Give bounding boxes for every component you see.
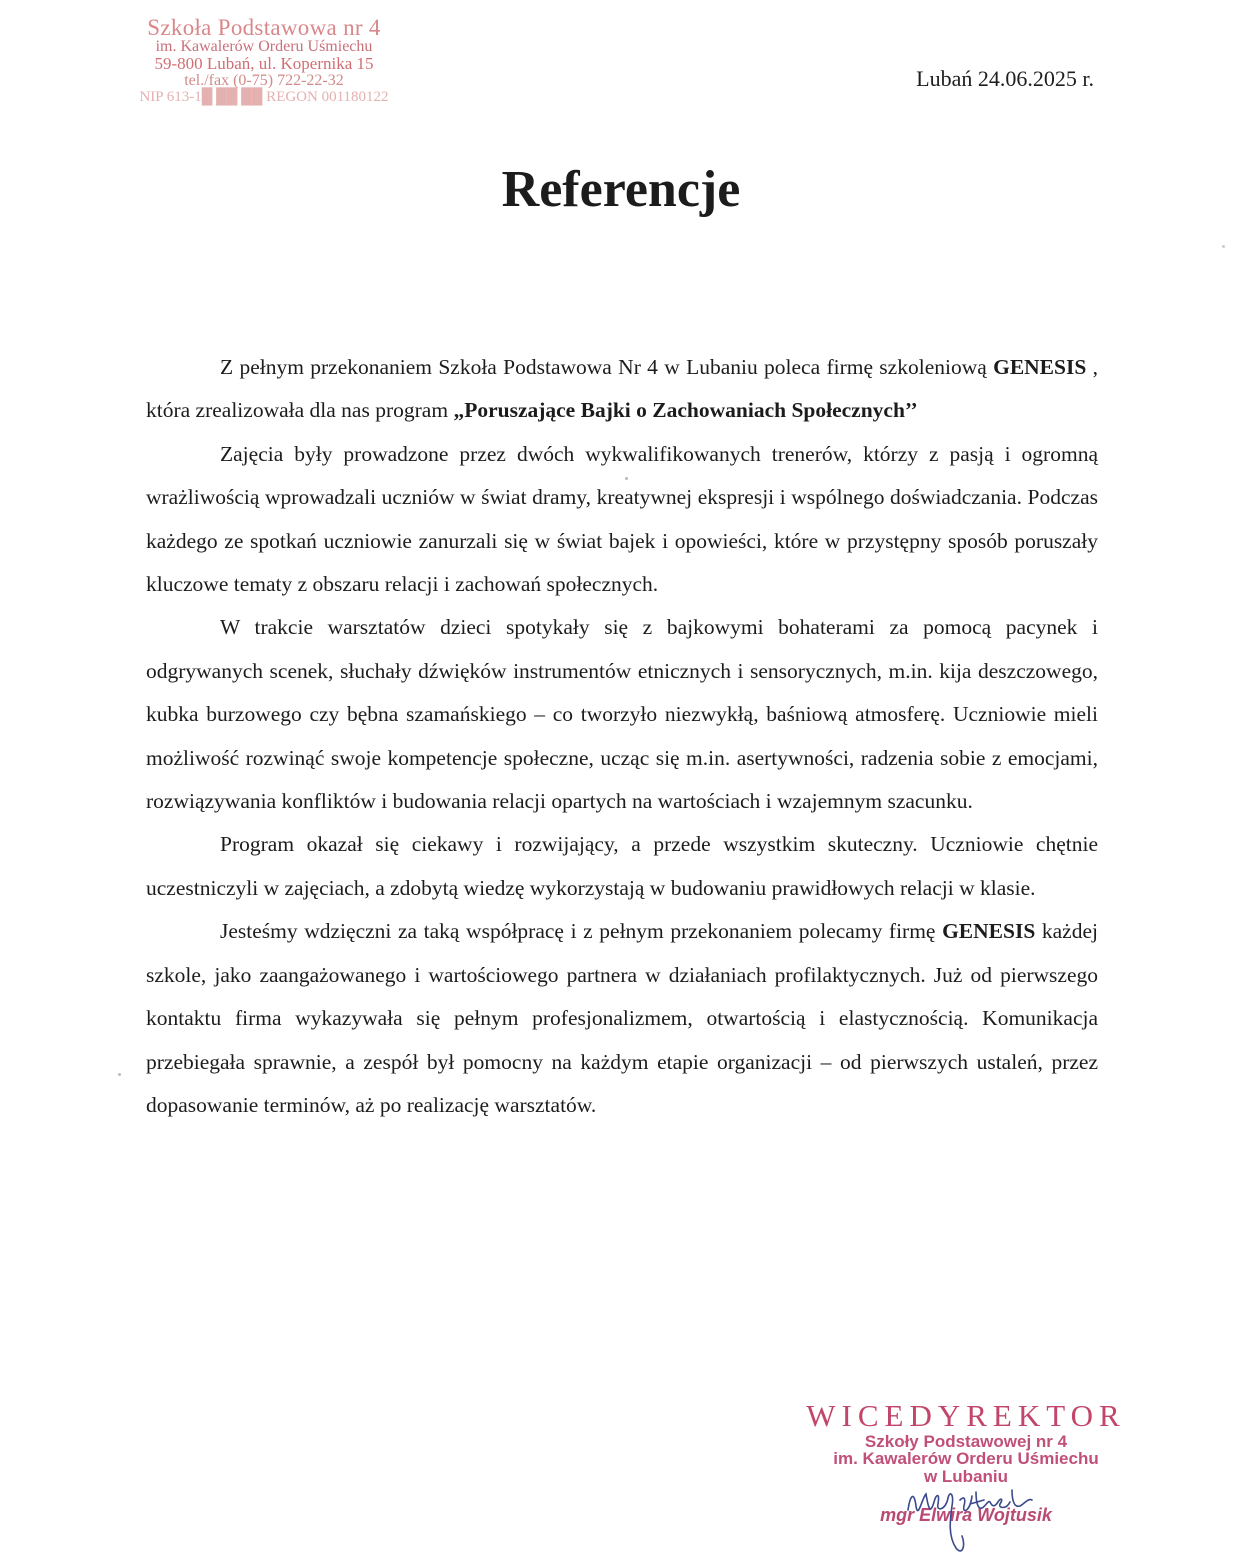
school-header-stamp [128,16,400,105]
scan-speck [625,477,628,480]
stamp-school-line3: w Lubaniu [923,1467,1009,1487]
intro-text: Z pełnym przekonaniem Szkoła Podstawowa Nr 4 w Lubaniu poleca firmę szkoleniową [220,355,994,379]
letter-body [146,346,1098,1127]
intro-text-middle: , która zrealizowała dla nas program [146,355,1098,423]
document-title: Referencje [501,161,741,218]
document-date: Lubań 24.06.2025 r. [916,66,1094,91]
paragraph-intro [146,346,1098,433]
company-name: GENESIS [993,355,1087,379]
program-name: „Poruszające Bajki o Zachowaniach Społecznych’’ [453,398,918,423]
stamp-school-line1: Szkoły Podstawowej nr 4 [864,1431,1068,1451]
recommendation-text: Jesteśmy wdzięczni za taką współpracę i z pełnym przekonaniem polecamy firmę [220,919,943,944]
stamp-school-address: 59-800 Lubań, ul. Kopernika 15 [154,54,374,73]
company-name-2: GENESIS [942,919,1036,944]
stamp-school-patron: im. Kawalerów Orderu Uśmiechu [155,38,373,55]
paragraph-workshops: W trakcie warsztatów dzieci spotykały się z bajkowymi bohaterami za pomocą pacynek i odgrywanych scenek, słuchały dźwięków instrumentów etnicznych i sensorycznych, m.in. kija deszczowego, kubka burzowego czy bębna szamańskiego – co tworzyło niezwykłą, baśniową atmosferę. Uczniowie mieli możliwość rozwinąć swoje kompetencje społeczne, ucząc się m.in. asertywności, radzenia sobie z emocjami, rozwiązywania konfliktów i budowania relacji opartych na wartościach i wzajemnym szacunku. [146,615,1098,814]
handwritten-signature [900,1476,1050,1562]
paragraph-effectiveness: Program okazał się ciekawy i rozwijający, a przede wszystkim skuteczny. Uczniowie chętnie uczestniczyli w zajęciach, a zdobytą wiedzę wykorzystają w budowaniu prawidłowych relacji w klasie. [146,832,1098,900]
scan-speck [118,1073,121,1076]
stamp-school-phone: tel./fax (0-75) 722-22-32 [184,72,344,89]
stamp-school-line2: im. Kawalerów Orderu Uśmiechu [833,1449,1099,1469]
paragraph-recommendation [146,910,1098,1127]
scan-speck [1222,245,1225,248]
signatory-name: mgr Elwira Wojtusik [880,1505,1052,1526]
stamp-role: WICEDYREKTOR [806,1398,1126,1433]
recommendation-text-rest: każdej szkole, jako zaangażowanego i wartościowego partnera w działaniach profilaktycznych. Już od pierwszego kontaktu firma wykazywała się pełnym profesjonalizmem, otwartością i elastycznością. Komunikacja przebiegała sprawnie, a zespół był pomocny na każdym etapie organizacji – od pierwszych ustaleń, przez dopasowanie terminów, aż po realizację warsztatów. [146,919,1098,1117]
paragraph-trainers: Zajęcia były prowadzone przez dwóch wykwalifikowanych trenerów, którzy z pasją i ogromną wrażliwością wprowadzali uczniów w świat dramy, kreatywnej ekspresji i wspólnego doświadczania. Podczas każdego ze spotkań uczniowie zanurzali się w świat bajek i opowieści, które w przystępny sposób poruszały kluczowe tematy z obszaru relacji i zachowań społecznych. [146,441,1098,597]
stamp-school-name: Szkoła Podstawowa nr 4 [147,15,381,40]
stamp-school-ids: NIP 613-1█ ██ ██ REGON 001180122 [139,89,389,105]
